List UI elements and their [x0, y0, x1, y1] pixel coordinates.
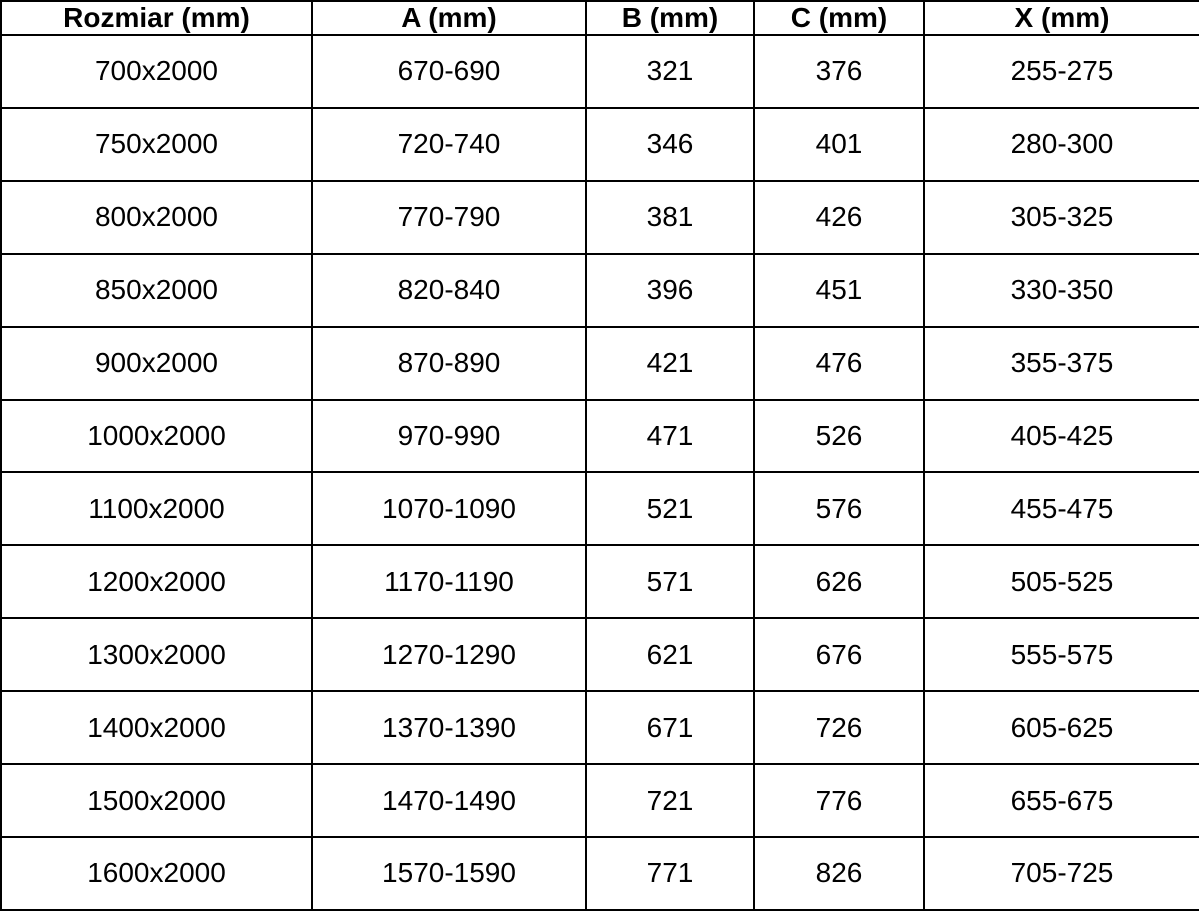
- table-cell: 576: [754, 472, 924, 545]
- table-cell: 305-325: [924, 181, 1199, 254]
- header-row: [1, 1, 1199, 35]
- table-cell: 776: [754, 764, 924, 837]
- table-cell: 526: [754, 400, 924, 473]
- table-cell: 655-675: [924, 764, 1199, 837]
- table-cell: 1500x2000: [1, 764, 312, 837]
- table-cell: 505-525: [924, 545, 1199, 618]
- table-row: [1, 837, 1199, 910]
- table-cell: 705-725: [924, 837, 1199, 910]
- table-cell: 750x2000: [1, 108, 312, 181]
- table-cell: 720-740: [312, 108, 586, 181]
- table-cell: 346: [586, 108, 754, 181]
- table-cell: 626: [754, 545, 924, 618]
- table-header: [1, 1, 1199, 35]
- table-cell: 476: [754, 327, 924, 400]
- table-cell: 800x2000: [1, 181, 312, 254]
- table-cell: 401: [754, 108, 924, 181]
- table-cell: 255-275: [924, 35, 1199, 108]
- table-cell: 1100x2000: [1, 472, 312, 545]
- table-cell: 676: [754, 618, 924, 691]
- table-cell: 1600x2000: [1, 837, 312, 910]
- table-cell: 330-350: [924, 254, 1199, 327]
- table-cell: 700x2000: [1, 35, 312, 108]
- table-body: [1, 35, 1199, 910]
- table-cell: 376: [754, 35, 924, 108]
- table-cell: 571: [586, 545, 754, 618]
- table-cell: 1200x2000: [1, 545, 312, 618]
- table-cell: 1070-1090: [312, 472, 586, 545]
- table-cell: 396: [586, 254, 754, 327]
- table-cell: 455-475: [924, 472, 1199, 545]
- table-cell: 471: [586, 400, 754, 473]
- table-row: [1, 327, 1199, 400]
- table-row: [1, 472, 1199, 545]
- table-cell: 1370-1390: [312, 691, 586, 764]
- table-cell: 426: [754, 181, 924, 254]
- table-cell: 605-625: [924, 691, 1199, 764]
- table-row: [1, 181, 1199, 254]
- table-cell: 405-425: [924, 400, 1199, 473]
- table-cell: 521: [586, 472, 754, 545]
- table-cell: 555-575: [924, 618, 1199, 691]
- table-cell: 850x2000: [1, 254, 312, 327]
- table-row: [1, 764, 1199, 837]
- table-cell: 621: [586, 618, 754, 691]
- table-cell: 1270-1290: [312, 618, 586, 691]
- table-cell: 826: [754, 837, 924, 910]
- table-row: [1, 254, 1199, 327]
- table-cell: 900x2000: [1, 327, 312, 400]
- table-cell: 1470-1490: [312, 764, 586, 837]
- header-b: B (mm): [586, 1, 754, 35]
- table-cell: 321: [586, 35, 754, 108]
- table-cell: 421: [586, 327, 754, 400]
- table-cell: 870-890: [312, 327, 586, 400]
- header-rozmiar: Rozmiar (mm): [1, 1, 312, 35]
- header-x: X (mm): [924, 1, 1199, 35]
- table-row: [1, 108, 1199, 181]
- table-cell: 726: [754, 691, 924, 764]
- table-cell: 1170-1190: [312, 545, 586, 618]
- table-cell: 280-300: [924, 108, 1199, 181]
- header-c: C (mm): [754, 1, 924, 35]
- table-row: [1, 691, 1199, 764]
- table-cell: 820-840: [312, 254, 586, 327]
- table-cell: 670-690: [312, 35, 586, 108]
- table-cell: 1300x2000: [1, 618, 312, 691]
- table-row: [1, 35, 1199, 108]
- header-a: A (mm): [312, 1, 586, 35]
- table-cell: 381: [586, 181, 754, 254]
- table-cell: 451: [754, 254, 924, 327]
- table-cell: 770-790: [312, 181, 586, 254]
- table-cell: 1400x2000: [1, 691, 312, 764]
- table-cell: 671: [586, 691, 754, 764]
- table-cell: 355-375: [924, 327, 1199, 400]
- table-cell: 1570-1590: [312, 837, 586, 910]
- table-cell: 771: [586, 837, 754, 910]
- table-cell: 1000x2000: [1, 400, 312, 473]
- table-cell: 721: [586, 764, 754, 837]
- table-row: [1, 400, 1199, 473]
- table-cell: 970-990: [312, 400, 586, 473]
- table-row: [1, 545, 1199, 618]
- table-row: [1, 618, 1199, 691]
